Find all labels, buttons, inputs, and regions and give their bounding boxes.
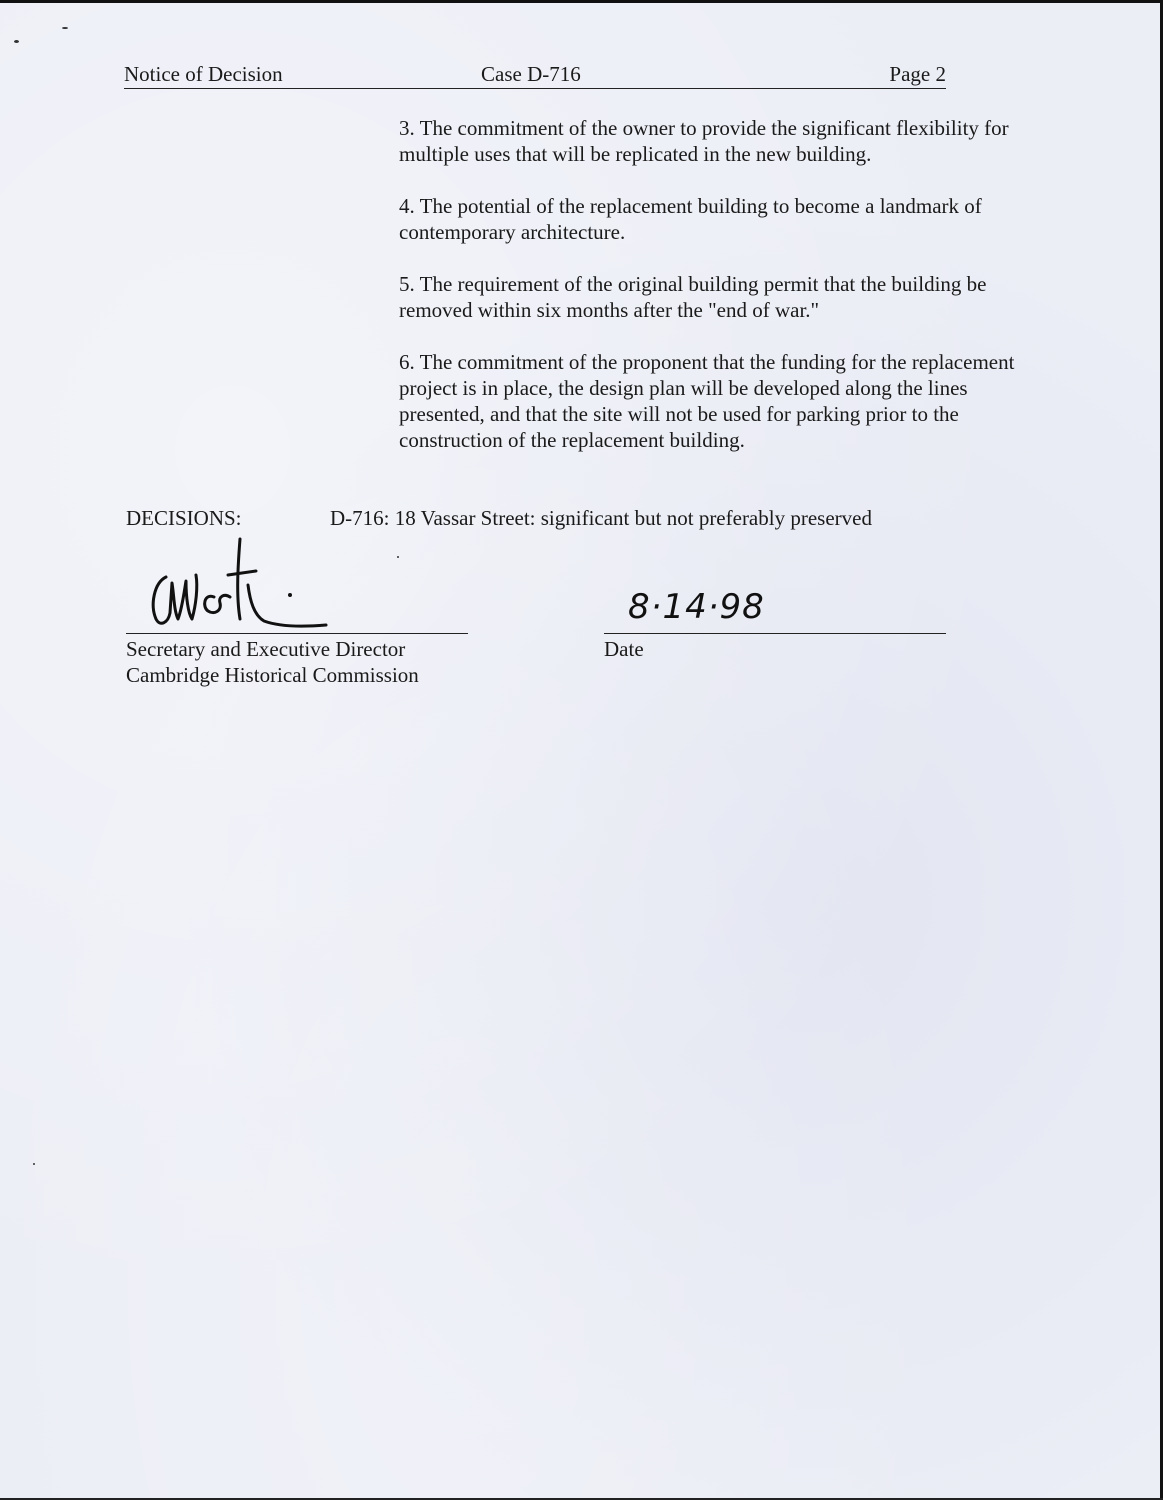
findings-list	[399, 115, 1019, 479]
decisions-label: DECISIONS:	[126, 506, 242, 530]
scan-speck	[14, 40, 19, 43]
finding-item-4: 4. The potential of the replacement building to become a landmark of contemporary architecture.	[399, 194, 982, 244]
decisions-text: D-716: 18 Vassar Street: significant but not preferably preserved	[330, 506, 872, 530]
finding-item-5: 5. The requirement of the original building permit that the building be removed within six months after the "end of war."	[399, 272, 987, 322]
header-page-number: Page 2	[889, 62, 946, 86]
finding-item-3: 3. The commitment of the owner to provide the significant flexibility for multiple uses that will be replicated in the new building.	[399, 116, 1009, 166]
scan-speck	[33, 1163, 35, 1165]
date-label: Date	[604, 637, 644, 661]
signatory-position: Secretary and Executive Director	[126, 637, 406, 661]
finding-item-6: 6. The commitment of the proponent that the funding for the replacement project is in place, the design plan will be developed along the lines presented, and that the site will not be used for parking prior to the construction of the replacement building.	[399, 350, 1015, 452]
header-case-number: Case D-716	[481, 62, 581, 86]
scan-speck	[62, 27, 68, 29]
scan-edge-top	[0, 0, 1163, 3]
page-header	[124, 60, 946, 89]
signatory-organization: Cambridge Historical Commission	[126, 663, 419, 687]
handwritten-signature	[144, 535, 334, 635]
signatory-title	[126, 636, 419, 688]
date-line	[604, 633, 946, 634]
scan-speck	[397, 556, 399, 558]
handwritten-date: 8·14·98	[628, 587, 765, 627]
signature-line	[126, 633, 468, 634]
header-document-title: Notice of Decision	[124, 62, 283, 86]
